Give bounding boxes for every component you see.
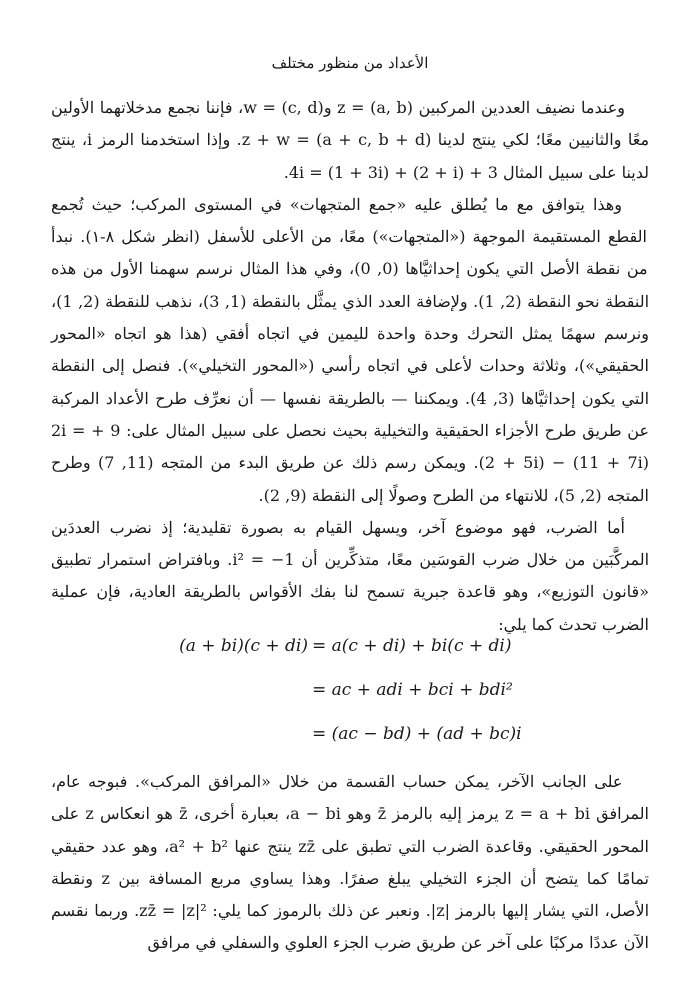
running-header: الأعداد من منظور مختلف (271, 54, 429, 72)
line: العددَين المركَّبَين من خلال ضرب القوسَين معًا، متذكِّرين أن i² = −1. وبافتراض (51, 517, 650, 570)
line: «المحور الحقيقي»)، وثلاثة وحدات لأعلى في اتجاه رأسي («المحور التخيلي»). فنصل إلى (51, 324, 649, 376)
line: الأولين معًا والثانيين معًا؛ لكي ينتج لدينا z + w = (a + c, b + d). وإذا استخدمنا (51, 98, 650, 150)
equation-rhs: = a(c + di) + bi(c + di) (312, 636, 512, 656)
line: وعندما نضيف العددين المركبين z = (a, b) وw = (c, d)، فإننا نجمع مدخلاتهما (94, 98, 626, 117)
line: حقيقي تمامًا كما يتضح أن الجزء التخيلي يبلغ صفرًا. وهذا يساوي مربع المسافة بين z (51, 836, 650, 888)
line: (2, 1)، ونرسم سهمًا يمثل التحرك وحدة واحدة لليمين في اتجاه أفقي (هذا هو اتجاه (51, 291, 649, 344)
paragraph-1 (51, 92, 649, 189)
line: وهذا يتوافق مع ما يُطلق عليه «جمع المتجهات» في المستوى المركب؛ حيث تُجمع (51, 194, 622, 214)
line: من نقطة الأصل التي يكون إحداثيَّاها (0, 0)، وفي هذا المثال نرسم سهمنا الأول من هذه (51, 259, 648, 279)
line: المتجه (11, 7) وطرح المتجه (2, 5)، للانتهاء من الطرح وصولًا إلى النقطة (9, 2). (51, 453, 649, 505)
line: القطع المستقيمة الموجهة («المتجهات») معًا، من الأعلى للأسفل (انظر شكل ٨-١). نبدأ (51, 227, 647, 247)
equation-rhs: = ac + adi + bci + bdi² (312, 680, 513, 700)
line: وربما نقسم الآن عددًا مركبًا على آخر عن طريق ضرب الجزء العلوي والسفلي في مرافق (51, 901, 649, 953)
line: المرافق z = a + bi يرمز إليه بالرمز z̄ وهو a − bi، بعبارة أخرى، z̄ هو انعكاس z (79, 804, 650, 824)
paragraph-2 (51, 189, 649, 512)
line: العادية، فإن عملية الضرب تحدث كما يلي: (51, 582, 649, 634)
paragraph-addition (51, 92, 649, 641)
paragraph-division (51, 766, 649, 960)
equation-rhs: = (ac − bd) + (ad + bc)i (312, 724, 522, 744)
line: الأعداد المركبة عن طريق طرح الأجزاء الحقيقية والتخيلية بحيث نحصل على سبيل (51, 388, 650, 440)
line: استمرار تطبيق «قانون التوزيع»، وهو قاعدة جبرية تسمح لنا بفك الأقواس بالطريقة (51, 550, 649, 602)
paragraph-3 (51, 512, 649, 641)
line: على المحور الحقيقي. وقاعدة الضرب التي تطبق على zz̄ ينتج عنها a² + b²، وهو عدد (51, 804, 650, 856)
line: النقطة التي يكون إحداثيَّاها (3, 4). ويمكننا — بالطريقة نفسها — أن نعرِّف طرح (51, 356, 650, 408)
paragraph-4 (51, 766, 649, 960)
line: النقطة نحو النقطة (2, 1). ولإضافة العدد الذي يمثَّل بالنقطة (1, 3)، نذهب للنقطة (99, 291, 650, 311)
line: المثال على: 9 + 2i = (2 + 5i) − (11 + 7i). ويمكن رسم ذلك عن طريق البدء من (51, 420, 650, 473)
line: على الجانب الآخر، يمكن حساب القسمة من خلال «المرافق المركب». فبوجه عام، (51, 772, 623, 791)
line: أما الضرب، فهو موضوع آخر، ويسهل القيام به بصورة تقليدية؛ إذ نضرب (100, 517, 625, 537)
line: ونقطة الأصل، التي يشار إليها بالرمز |z|. ونعبر عن ذلك بالرموز كما يلي: zz̄ = |z|². (51, 868, 650, 921)
equation-lhs: (a + bi)(c + di) (179, 636, 308, 656)
line: الرمز i، ينتج لدينا على سبيل المثال 3 + 4i = (1 + 3i) + (2 + i). (51, 130, 649, 182)
